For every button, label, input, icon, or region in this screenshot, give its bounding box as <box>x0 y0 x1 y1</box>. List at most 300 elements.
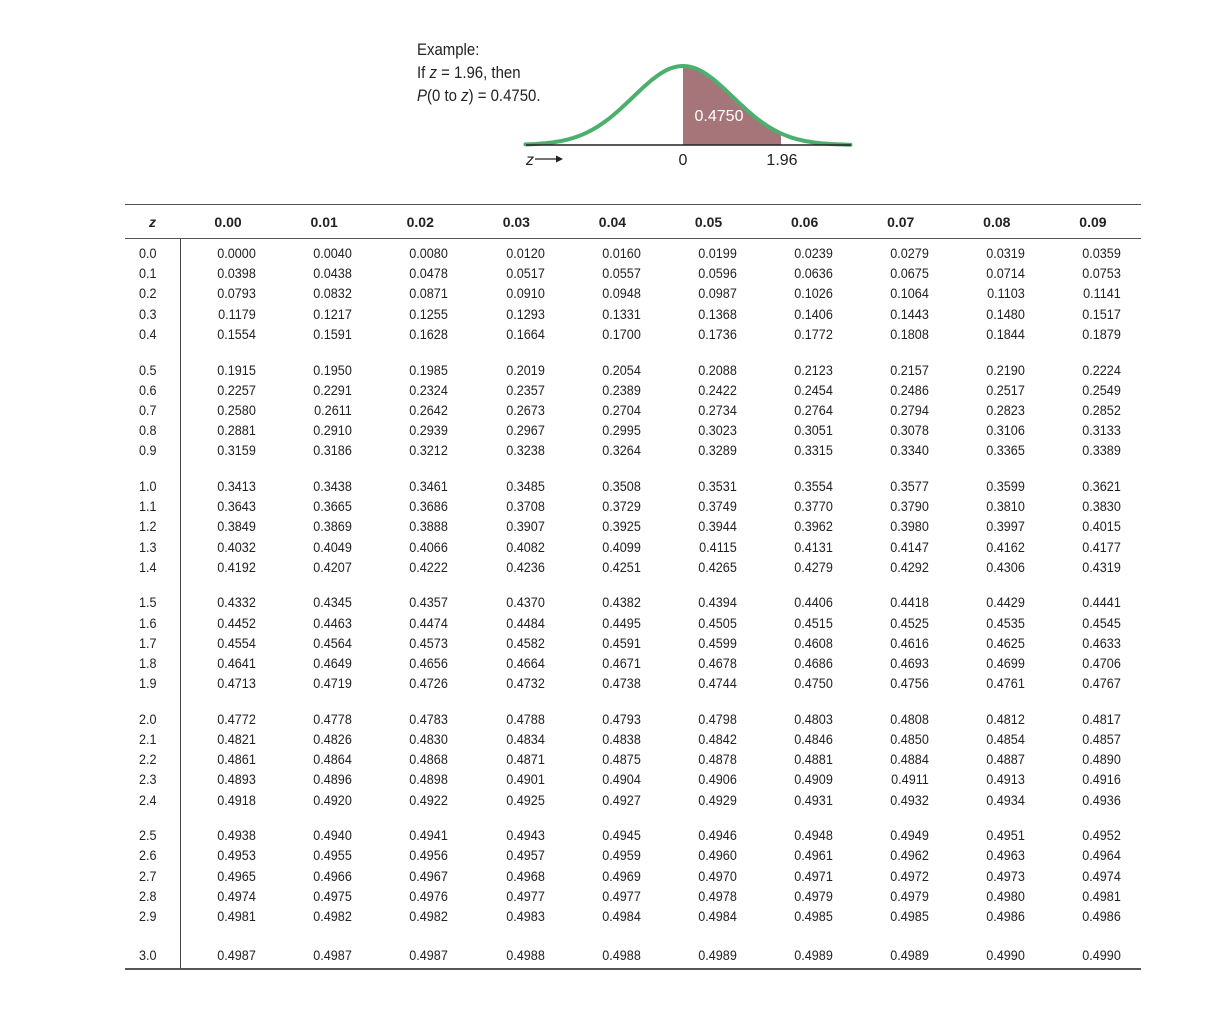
cell-value: 0.4484 <box>505 614 545 631</box>
table-cell <box>276 749 372 769</box>
cell-value: 0.2486 <box>890 381 929 398</box>
table-cell <box>1045 380 1141 400</box>
cell-value: 0.3485 <box>505 477 545 494</box>
cell-value: 0.4236 <box>505 558 545 575</box>
table-row <box>125 886 1141 906</box>
cell-value: 0.4846 <box>794 731 833 748</box>
table-cell <box>660 263 756 283</box>
cell-value: 0.4984 <box>601 908 641 925</box>
cell-value: 0.3790 <box>890 498 929 515</box>
cell-value: 0.2157 <box>890 361 929 378</box>
cell-value: 0.4306 <box>986 558 1025 575</box>
table-row <box>125 536 1141 556</box>
z-value-label: 1.96 <box>766 152 798 169</box>
row-z-value <box>125 380 180 400</box>
table-cell <box>660 304 756 324</box>
cell-value: 0.4429 <box>986 594 1025 611</box>
cell-value: 0.0557 <box>601 265 641 282</box>
spacer-cell <box>125 926 180 942</box>
cell-value: 0.4192 <box>217 558 257 575</box>
table-cell <box>949 324 1045 344</box>
cell-value: 0.4535 <box>986 614 1025 631</box>
cell-value: 0.1406 <box>794 305 833 322</box>
column-header: 0.04 <box>564 205 660 239</box>
table-cell <box>468 709 564 729</box>
cell-value: 0.3869 <box>313 518 353 535</box>
cell-value: 0.4956 <box>409 847 449 864</box>
cell-value: 0.4744 <box>698 675 737 692</box>
cell-value: 0.4893 <box>217 771 257 788</box>
table-cell <box>180 906 276 926</box>
cell-value: 0.3577 <box>890 477 929 494</box>
table-cell <box>757 380 853 400</box>
cell-value: 0.4821 <box>217 731 257 748</box>
table-cell <box>564 653 660 673</box>
table-cell <box>853 825 949 845</box>
cell-value: 0.4564 <box>313 634 353 651</box>
table-cell <box>468 633 564 653</box>
arrow-right-icon <box>535 156 563 163</box>
cell-value: 0.4968 <box>505 867 545 884</box>
table-cell <box>276 516 372 536</box>
table-cell <box>660 825 756 845</box>
cell-value: 0.2881 <box>217 422 257 439</box>
row-z-value <box>125 825 180 845</box>
table-cell <box>757 496 853 516</box>
table-cell <box>660 673 756 693</box>
cell-value: 0.4357 <box>409 594 449 611</box>
table-cell <box>660 749 756 769</box>
table-cell <box>660 942 756 969</box>
row-z-value <box>125 420 180 440</box>
table-cell <box>949 400 1045 420</box>
cell-value: 0.4706 <box>1082 654 1121 671</box>
cell-value: 0.4980 <box>986 887 1025 904</box>
cell-value: 0.4671 <box>601 654 641 671</box>
cell-value: 0.4978 <box>698 887 737 904</box>
table-cell <box>468 304 564 324</box>
cell-value: 0.4985 <box>890 908 929 925</box>
column-header: 0.03 <box>468 205 564 239</box>
cell-value: 0.4871 <box>505 751 545 768</box>
cell-value: 0.4969 <box>601 867 641 884</box>
table-cell <box>1045 557 1141 577</box>
table-cell <box>949 516 1045 536</box>
table-cell <box>468 906 564 926</box>
table-cell <box>468 942 564 969</box>
table-cell <box>853 380 949 400</box>
table-cell <box>180 557 276 577</box>
table-cell <box>564 906 660 926</box>
table-cell <box>372 709 468 729</box>
column-header: 0.01 <box>276 205 372 239</box>
table-cell <box>1045 729 1141 749</box>
table-cell <box>180 633 276 653</box>
table-cell <box>180 673 276 693</box>
cell-value: 0.3980 <box>890 518 929 535</box>
row-z-label: 2.8 <box>139 887 157 904</box>
table-cell <box>949 359 1045 379</box>
table-cell <box>660 420 756 440</box>
table-cell <box>1045 866 1141 886</box>
table-cell <box>180 516 276 536</box>
cell-value: 0.2852 <box>1082 401 1121 418</box>
table-cell <box>949 845 1045 865</box>
table-row <box>125 380 1141 400</box>
table-cell <box>276 906 372 926</box>
cell-value: 0.4909 <box>794 771 833 788</box>
table-cell <box>180 304 276 324</box>
table-row <box>125 709 1141 729</box>
table-row <box>125 557 1141 577</box>
table-cell <box>276 653 372 673</box>
table-cell <box>949 239 1045 264</box>
table-cell <box>1045 304 1141 324</box>
table-cell <box>949 673 1045 693</box>
cell-value: 0.4838 <box>601 731 641 748</box>
cell-value: 0.2517 <box>986 381 1025 398</box>
table-cell <box>949 380 1045 400</box>
table-cell <box>180 709 276 729</box>
cell-value: 0.2939 <box>409 422 449 439</box>
row-z-value <box>125 653 180 673</box>
cell-value: 0.4382 <box>601 594 641 611</box>
cell-value: 0.4207 <box>313 558 353 575</box>
row-z-value <box>125 516 180 536</box>
group-spacer <box>125 926 1141 942</box>
table-cell <box>372 749 468 769</box>
cell-value: 0.0596 <box>698 265 737 282</box>
cell-value: 0.3389 <box>1082 442 1121 459</box>
shaded-area <box>683 66 781 145</box>
cell-value: 0.4803 <box>794 710 833 727</box>
table-row <box>125 942 1141 969</box>
cell-value: 0.4066 <box>409 538 449 555</box>
table-cell <box>757 825 853 845</box>
table-cell <box>180 380 276 400</box>
table-cell <box>372 592 468 612</box>
table-cell <box>468 592 564 612</box>
table-cell <box>660 496 756 516</box>
cell-value: 0.4976 <box>409 887 449 904</box>
table-cell <box>949 790 1045 810</box>
table-cell <box>564 825 660 845</box>
axis-z-label: z <box>526 152 534 169</box>
table-cell <box>853 769 949 789</box>
cell-value: 0.2764 <box>794 401 833 418</box>
table-cell <box>276 496 372 516</box>
table-cell <box>757 790 853 810</box>
row-z-value <box>125 239 180 264</box>
table-cell <box>1045 324 1141 344</box>
table-cell <box>853 653 949 673</box>
table-cell <box>468 536 564 556</box>
table-cell <box>276 825 372 845</box>
table-cell <box>660 324 756 344</box>
table-cell <box>853 942 949 969</box>
table-cell <box>372 304 468 324</box>
table-cell <box>564 613 660 633</box>
table-cell <box>853 673 949 693</box>
table-cell <box>180 729 276 749</box>
cell-value: 0.3554 <box>794 477 833 494</box>
table-cell <box>372 516 468 536</box>
cell-value: 0.2995 <box>601 422 641 439</box>
table-cell <box>276 476 372 496</box>
table-cell <box>180 400 276 420</box>
table-row <box>125 324 1141 344</box>
cell-value: 0.4973 <box>986 867 1025 884</box>
spacer-cell <box>180 693 1141 709</box>
table-cell <box>949 709 1045 729</box>
row-z-label: 0.6 <box>139 381 157 398</box>
cell-value: 0.2054 <box>601 361 641 378</box>
table-cell <box>757 769 853 789</box>
column-header: 0.07 <box>853 205 949 239</box>
cell-value: 0.4015 <box>1082 518 1121 535</box>
cell-value: 0.2967 <box>505 422 545 439</box>
cell-value: 0.4599 <box>698 634 737 651</box>
table-row <box>125 845 1141 865</box>
cell-value: 0.0359 <box>1082 245 1121 262</box>
cell-value: 0.3997 <box>986 518 1025 535</box>
table-cell <box>1045 613 1141 633</box>
table-cell <box>372 942 468 969</box>
cell-value: 0.3159 <box>217 442 257 459</box>
table-cell <box>757 400 853 420</box>
table-cell <box>564 380 660 400</box>
table-cell <box>180 440 276 460</box>
table-cell <box>564 845 660 865</box>
table-cell <box>853 516 949 536</box>
spacer-cell <box>125 460 180 476</box>
table-cell <box>276 729 372 749</box>
cell-value: 0.1700 <box>601 325 641 342</box>
cell-value: 0.2454 <box>794 381 833 398</box>
table-cell <box>853 263 949 283</box>
column-header: 0.00 <box>180 205 276 239</box>
table-cell <box>1045 709 1141 729</box>
row-z-label: 1.8 <box>139 654 157 671</box>
cell-value: 0.1443 <box>890 305 929 322</box>
cell-value: 0.4875 <box>601 751 641 768</box>
cell-value: 0.4719 <box>313 675 353 692</box>
cell-value: 0.4987 <box>217 946 257 963</box>
table-row <box>125 283 1141 303</box>
cell-value: 0.4678 <box>698 654 737 671</box>
cell-value: 0.4884 <box>890 751 929 768</box>
cell-value: 0.0910 <box>505 285 545 302</box>
table-cell <box>949 825 1045 845</box>
cell-value: 0.4887 <box>986 751 1025 768</box>
row-z-label: 1.0 <box>139 477 157 494</box>
cell-value: 0.4922 <box>409 791 449 808</box>
row-z-label: 2.1 <box>139 731 157 748</box>
table-cell <box>276 557 372 577</box>
table-cell <box>564 673 660 693</box>
table-cell <box>372 845 468 865</box>
cell-value: 0.4988 <box>505 946 545 963</box>
cell-value: 0.4940 <box>313 827 353 844</box>
row-z-label: 2.0 <box>139 710 157 727</box>
row-z-value <box>125 769 180 789</box>
cell-value: 0.1772 <box>794 325 833 342</box>
table-cell <box>468 886 564 906</box>
table-cell <box>180 324 276 344</box>
cell-value: 0.4984 <box>698 908 737 925</box>
row-z-value <box>125 906 180 926</box>
row-z-label: 2.6 <box>139 847 157 864</box>
table-cell <box>372 729 468 749</box>
table-cell <box>949 536 1045 556</box>
table-cell <box>372 400 468 420</box>
row-z-label: 2.9 <box>139 908 157 925</box>
table-cell <box>949 906 1045 926</box>
table-cell <box>757 239 853 264</box>
table-cell <box>180 359 276 379</box>
cell-value: 0.4495 <box>601 614 641 631</box>
row-z-value <box>125 557 180 577</box>
table-cell <box>468 400 564 420</box>
table-cell <box>276 633 372 653</box>
cell-value: 0.4649 <box>313 654 353 671</box>
corner-header-z: z <box>125 205 180 239</box>
example-line-1: Example: <box>417 40 480 59</box>
cell-value: 0.1844 <box>986 325 1025 342</box>
cell-value: 0.4131 <box>794 538 833 555</box>
cell-value: 0.4925 <box>505 791 545 808</box>
table-cell <box>660 400 756 420</box>
cell-value: 0.3962 <box>794 518 833 535</box>
table-cell <box>757 866 853 886</box>
table-row <box>125 420 1141 440</box>
table-cell <box>757 709 853 729</box>
cell-value: 0.4222 <box>409 558 449 575</box>
cell-value: 0.1517 <box>1082 305 1121 322</box>
cell-value: 0.4964 <box>1082 847 1121 864</box>
table-cell <box>1045 496 1141 516</box>
row-z-label: 0.4 <box>139 325 157 342</box>
table-cell <box>949 420 1045 440</box>
cell-value: 0.4963 <box>986 847 1025 864</box>
cell-value: 0.4959 <box>601 847 641 864</box>
table-cell <box>660 633 756 653</box>
cell-value: 0.4554 <box>217 634 257 651</box>
cell-value: 0.3508 <box>601 477 641 494</box>
table-cell <box>1045 633 1141 653</box>
cell-value: 0.4573 <box>409 634 449 651</box>
table-cell <box>660 476 756 496</box>
cell-value: 0.1103 <box>987 285 1025 302</box>
cell-value: 0.4798 <box>698 710 737 727</box>
cell-value: 0.2088 <box>698 361 737 378</box>
row-z-value <box>125 709 180 729</box>
header-row <box>125 205 1141 239</box>
table-cell <box>372 769 468 789</box>
table-cell <box>660 557 756 577</box>
table-cell <box>660 653 756 673</box>
cell-value: 0.2123 <box>794 361 833 378</box>
cell-value: 0.2910 <box>313 422 353 439</box>
row-z-label: 0.7 <box>139 401 157 418</box>
row-z-value <box>125 633 180 653</box>
table-cell <box>372 324 468 344</box>
table-cell <box>180 592 276 612</box>
table-cell <box>180 496 276 516</box>
cell-value: 0.1736 <box>698 325 737 342</box>
table-cell <box>180 476 276 496</box>
table-cell <box>468 557 564 577</box>
table-cell <box>564 729 660 749</box>
cell-value: 0.4441 <box>1082 594 1121 611</box>
table-cell <box>757 673 853 693</box>
cell-value: 0.1985 <box>409 361 449 378</box>
cell-value: 0.4988 <box>601 946 641 963</box>
table-cell <box>660 709 756 729</box>
table-cell <box>1045 825 1141 845</box>
cell-value: 0.0478 <box>409 265 449 282</box>
cell-value: 0.3461 <box>409 477 449 494</box>
table-cell <box>1045 886 1141 906</box>
cell-value: 0.4686 <box>794 654 833 671</box>
table-cell <box>853 749 949 769</box>
table-cell <box>1045 476 1141 496</box>
cell-value: 0.3212 <box>409 442 449 459</box>
group-spacer <box>125 344 1141 360</box>
table-cell <box>372 557 468 577</box>
cell-value: 0.4406 <box>794 594 833 611</box>
table-cell <box>564 440 660 460</box>
row-z-value <box>125 592 180 612</box>
table-cell <box>757 906 853 926</box>
cell-value: 0.3925 <box>601 518 641 535</box>
row-z-value <box>125 942 180 969</box>
cell-value: 0.4857 <box>1082 731 1121 748</box>
table-cell <box>853 239 949 264</box>
cell-value: 0.4545 <box>1082 614 1121 631</box>
cell-value: 0.3413 <box>217 477 257 494</box>
cell-value: 0.4974 <box>1082 867 1121 884</box>
table-cell <box>757 440 853 460</box>
table-cell <box>564 633 660 653</box>
table-row <box>125 749 1141 769</box>
cell-value: 0.4808 <box>890 710 929 727</box>
row-z-label: 0.1 <box>139 265 157 282</box>
cell-value: 0.3665 <box>313 498 353 515</box>
cell-value: 0.4279 <box>794 558 833 575</box>
cell-value: 0.4916 <box>1082 771 1121 788</box>
table-cell <box>1045 400 1141 420</box>
row-z-label: 2.4 <box>139 791 157 808</box>
row-z-value <box>125 496 180 516</box>
table-cell <box>949 557 1045 577</box>
table-cell <box>949 942 1045 969</box>
row-z-value <box>125 866 180 886</box>
table-cell <box>180 536 276 556</box>
cell-value: 0.0871 <box>409 285 449 302</box>
table-cell <box>180 263 276 283</box>
cell-value: 0.0239 <box>794 245 833 262</box>
example-line-2: If z = 1.96, then <box>417 63 521 82</box>
cell-value: 0.4970 <box>698 867 737 884</box>
table-cell <box>660 845 756 865</box>
table-cell <box>180 886 276 906</box>
row-z-label: 1.3 <box>139 538 157 555</box>
column-header: 0.05 <box>660 205 756 239</box>
table-cell <box>276 769 372 789</box>
cell-value: 0.1664 <box>505 325 545 342</box>
cell-value: 0.4948 <box>794 827 833 844</box>
